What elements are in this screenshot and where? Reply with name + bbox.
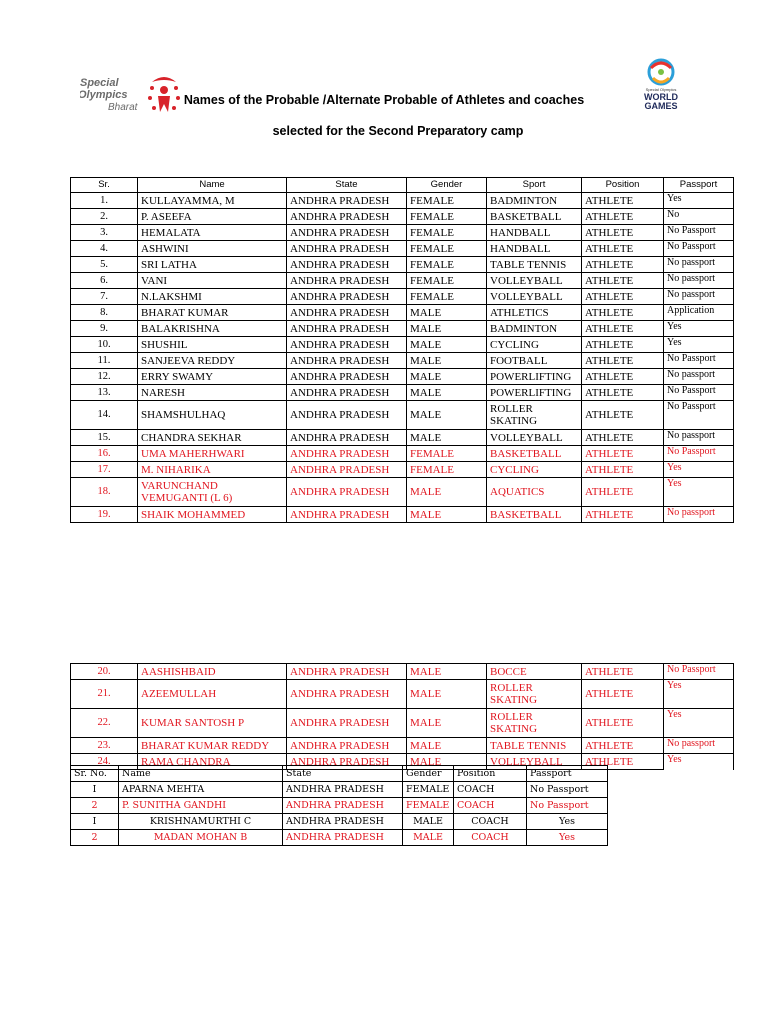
coach-col-sr: Sr. No. xyxy=(71,766,119,782)
col-header-gender: Gender xyxy=(407,178,487,193)
table-row xyxy=(71,241,734,257)
cell-passport: Yes xyxy=(664,337,734,353)
cell-gender: MALE xyxy=(407,353,487,369)
table-row xyxy=(71,680,734,709)
cell-position: ATHLETE xyxy=(582,273,664,289)
cell-state: ANDHRA PRADESH xyxy=(287,385,407,401)
coach-cell-sr: I xyxy=(71,814,119,830)
coach-cell-position: COACH xyxy=(454,814,527,830)
cell-gender: MALE xyxy=(407,430,487,446)
cell-state: ANDHRA PRADESH xyxy=(287,754,407,770)
cell-state: ANDHRA PRADESH xyxy=(287,446,407,462)
cell-passport: No passport xyxy=(664,507,734,523)
cell-position: ATHLETE xyxy=(582,680,664,709)
document-title: Names of the Probable /Alternate Probable of Athletes and coaches xyxy=(183,93,585,107)
table-row xyxy=(71,193,734,209)
coach-header-row xyxy=(71,766,608,782)
cell-name: VARUNCHAND VEMUGANTI (L 6) xyxy=(138,478,287,507)
cell-passport: No Passport xyxy=(664,241,734,257)
cell-gender: MALE xyxy=(407,754,487,770)
cell-sr: 22. xyxy=(71,709,138,738)
cell-name: SHAIK MOHAMMED xyxy=(138,507,287,523)
cell-position: ATHLETE xyxy=(582,478,664,507)
cell-sr: 19. xyxy=(71,507,138,523)
table-row xyxy=(71,257,734,273)
logo-text-so: Special Olympics xyxy=(645,87,677,92)
cell-position: ATHLETE xyxy=(582,462,664,478)
logo-text-special: Special xyxy=(80,77,119,89)
table-header-row xyxy=(71,178,734,193)
coach-cell-state: ANDHRA PRADESH xyxy=(283,830,403,846)
cell-name: KUMAR SANTOSH P xyxy=(138,709,287,738)
cell-passport: Yes xyxy=(664,709,734,738)
table-row xyxy=(71,209,734,225)
coach-cell-passport: No Passport xyxy=(527,782,608,798)
cell-gender: FEMALE xyxy=(407,225,487,241)
cell-name: N.LAKSHMI xyxy=(138,289,287,305)
table-row xyxy=(71,321,734,337)
coach-cell-sr: 2 xyxy=(71,798,119,814)
cell-name: KULLAYAMMA, M xyxy=(138,193,287,209)
cell-name: M. NIHARIKA xyxy=(138,462,287,478)
cell-position: ATHLETE xyxy=(582,430,664,446)
cell-name: AASHISHBAID xyxy=(138,664,287,680)
cell-sport: CYCLING xyxy=(487,462,582,478)
cell-sport: VOLLEYBALL xyxy=(487,289,582,305)
table-row xyxy=(71,478,734,507)
coach-cell-sr: I xyxy=(71,782,119,798)
coach-cell-name: MADAN MOHAN B xyxy=(119,830,283,846)
cell-state: ANDHRA PRADESH xyxy=(287,305,407,321)
coach-row xyxy=(71,798,608,814)
cell-sport: HANDBALL xyxy=(487,225,582,241)
cell-state: ANDHRA PRADESH xyxy=(287,478,407,507)
cell-state: ANDHRA PRADESH xyxy=(287,401,407,430)
coach-cell-gender: FEMALE xyxy=(403,782,454,798)
cell-position: ATHLETE xyxy=(582,257,664,273)
logo-text-bharat: Bharat xyxy=(108,102,138,113)
cell-name: UMA MAHERHWARI xyxy=(138,446,287,462)
cell-sport: TABLE TENNIS xyxy=(487,257,582,273)
cell-passport: No Passport xyxy=(664,385,734,401)
cell-sr: 20. xyxy=(71,664,138,680)
cell-sport: TABLE TENNIS xyxy=(487,738,582,754)
cell-sr: 5. xyxy=(71,257,138,273)
cell-gender: FEMALE xyxy=(407,273,487,289)
cell-position: ATHLETE xyxy=(582,241,664,257)
cell-sport: HANDBALL xyxy=(487,241,582,257)
cell-position: ATHLETE xyxy=(582,321,664,337)
table-row xyxy=(71,401,734,430)
cell-state: ANDHRA PRADESH xyxy=(287,193,407,209)
cell-name: AZEEMULLAH xyxy=(138,680,287,709)
logo-text-games: GAMES xyxy=(644,101,678,111)
col-header-position: Position xyxy=(582,178,664,193)
cell-passport: Application xyxy=(664,305,734,321)
cell-position: ATHLETE xyxy=(582,193,664,209)
cell-sport: ROLLER SKATING xyxy=(487,680,582,709)
col-header-sr: Sr. xyxy=(71,178,138,193)
world-games-logo xyxy=(633,58,689,116)
cell-sr: 12. xyxy=(71,369,138,385)
table-row xyxy=(71,273,734,289)
cell-passport: No Passport xyxy=(664,446,734,462)
cell-gender: MALE xyxy=(407,369,487,385)
cell-passport: Yes xyxy=(664,193,734,209)
cell-name: CHANDRA SEKHAR xyxy=(138,430,287,446)
cell-position: ATHLETE xyxy=(582,353,664,369)
table-row xyxy=(71,462,734,478)
cell-sr: 16. xyxy=(71,446,138,462)
coach-cell-name: APARNA MEHTA xyxy=(119,782,283,798)
table-row xyxy=(71,337,734,353)
cell-passport: No passport xyxy=(664,369,734,385)
cell-sport: ROLLER SKATING xyxy=(487,709,582,738)
cell-sr: 21. xyxy=(71,680,138,709)
cell-gender: MALE xyxy=(407,385,487,401)
cell-passport: No passport xyxy=(664,738,734,754)
cell-sr: 6. xyxy=(71,273,138,289)
cell-passport: Yes xyxy=(664,462,734,478)
coach-cell-gender: MALE xyxy=(403,814,454,830)
cell-name: NARESH xyxy=(138,385,287,401)
cell-passport: Yes xyxy=(664,321,734,337)
cell-sport: AQUATICS xyxy=(487,478,582,507)
cell-gender: FEMALE xyxy=(407,446,487,462)
cell-name: HEMALATA xyxy=(138,225,287,241)
cell-state: ANDHRA PRADESH xyxy=(287,353,407,369)
cell-state: ANDHRA PRADESH xyxy=(287,680,407,709)
coaches-table xyxy=(70,765,608,846)
col-header-sport: Sport xyxy=(487,178,582,193)
cell-sport: CYCLING xyxy=(487,337,582,353)
cell-state: ANDHRA PRADESH xyxy=(287,337,407,353)
cell-sr: 9. xyxy=(71,321,138,337)
cell-gender: FEMALE xyxy=(407,241,487,257)
coach-col-position: Position xyxy=(454,766,527,782)
table-row xyxy=(71,709,734,738)
cell-passport: No Passport xyxy=(664,401,734,430)
cell-state: ANDHRA PRADESH xyxy=(287,273,407,289)
cell-position: ATHLETE xyxy=(582,369,664,385)
cell-gender: MALE xyxy=(407,321,487,337)
table-row xyxy=(71,664,734,680)
cell-gender: MALE xyxy=(407,337,487,353)
cell-gender: MALE xyxy=(407,478,487,507)
cell-sr: 15. xyxy=(71,430,138,446)
cell-passport: No Passport xyxy=(664,225,734,241)
cell-position: ATHLETE xyxy=(582,401,664,430)
cell-passport: Yes xyxy=(664,754,734,770)
cell-passport: No Passport xyxy=(664,664,734,680)
coach-cell-state: ANDHRA PRADESH xyxy=(283,798,403,814)
cell-sport: BASKETBALL xyxy=(487,209,582,225)
cell-gender: FEMALE xyxy=(407,289,487,305)
table-row xyxy=(71,353,734,369)
coach-cell-name: KRISHNAMURTHI C xyxy=(119,814,283,830)
cell-position: ATHLETE xyxy=(582,209,664,225)
table-row xyxy=(71,507,734,523)
coach-cell-position: COACH xyxy=(454,798,527,814)
cell-state: ANDHRA PRADESH xyxy=(287,369,407,385)
cell-name: RAMA CHANDRA xyxy=(138,754,287,770)
cell-position: ATHLETE xyxy=(582,664,664,680)
cell-sr: 4. xyxy=(71,241,138,257)
coach-col-gender: Gender xyxy=(403,766,454,782)
cell-state: ANDHRA PRADESH xyxy=(287,664,407,680)
table-row xyxy=(71,430,734,446)
cell-state: ANDHRA PRADESH xyxy=(287,738,407,754)
coach-cell-passport: Yes xyxy=(527,814,608,830)
cell-sport: POWERLIFTING xyxy=(487,369,582,385)
cell-passport: No passport xyxy=(664,430,734,446)
cell-position: ATHLETE xyxy=(582,738,664,754)
table-row xyxy=(71,385,734,401)
cell-sport: POWERLIFTING xyxy=(487,385,582,401)
cell-gender: MALE xyxy=(407,738,487,754)
coach-cell-gender: MALE xyxy=(403,830,454,846)
cell-sport: BASKETBALL xyxy=(487,507,582,523)
athletes-table xyxy=(70,177,734,523)
coach-col-passport: Passport xyxy=(527,766,608,782)
cell-sport: BASKETBALL xyxy=(487,446,582,462)
cell-position: ATHLETE xyxy=(582,709,664,738)
cell-sr: 1. xyxy=(71,193,138,209)
coach-cell-passport: Yes xyxy=(527,830,608,846)
cell-passport: No passport xyxy=(664,257,734,273)
cell-state: ANDHRA PRADESH xyxy=(287,209,407,225)
cell-sr: 18. xyxy=(71,478,138,507)
cell-sr: 24. xyxy=(71,754,138,770)
cell-passport: Yes xyxy=(664,680,734,709)
coach-cell-position: COACH xyxy=(454,830,527,846)
cell-sport: VOLLEYBALL xyxy=(487,273,582,289)
cell-state: ANDHRA PRADESH xyxy=(287,225,407,241)
cell-passport: No Passport xyxy=(664,353,734,369)
cell-position: ATHLETE xyxy=(582,385,664,401)
cell-name: ASHWINI xyxy=(138,241,287,257)
cell-sport: ROLLER SKATING xyxy=(487,401,582,430)
coach-cell-state: ANDHRA PRADESH xyxy=(283,782,403,798)
cell-name: ERRY SWAMY xyxy=(138,369,287,385)
cell-state: ANDHRA PRADESH xyxy=(287,289,407,305)
cell-sr: 2. xyxy=(71,209,138,225)
cell-passport: No passport xyxy=(664,289,734,305)
coach-col-name: Name xyxy=(119,766,283,782)
table-row xyxy=(71,446,734,462)
cell-sport: VOLLEYBALL xyxy=(487,754,582,770)
cell-sr: 3. xyxy=(71,225,138,241)
document-subtitle: selected for the Second Preparatory camp xyxy=(272,124,524,138)
cell-gender: FEMALE xyxy=(407,462,487,478)
cell-sport: BADMINTON xyxy=(487,193,582,209)
cell-passport: No passport xyxy=(664,273,734,289)
cell-position: ATHLETE xyxy=(582,507,664,523)
coach-cell-position: COACH xyxy=(454,782,527,798)
cell-state: ANDHRA PRADESH xyxy=(287,507,407,523)
table-row xyxy=(71,289,734,305)
cell-state: ANDHRA PRADESH xyxy=(287,321,407,337)
table-row xyxy=(71,738,734,754)
cell-state: ANDHRA PRADESH xyxy=(287,709,407,738)
cell-passport: No xyxy=(664,209,734,225)
cell-sport: BOCCE xyxy=(487,664,582,680)
cell-sport: ATHLETICS xyxy=(487,305,582,321)
coach-row xyxy=(71,830,608,846)
cell-sr: 14. xyxy=(71,401,138,430)
cell-name: SHAMSHULHAQ xyxy=(138,401,287,430)
coach-cell-gender: FEMALE xyxy=(403,798,454,814)
coach-row xyxy=(71,814,608,830)
cell-position: ATHLETE xyxy=(582,225,664,241)
coach-cell-passport: No Passport xyxy=(527,798,608,814)
cell-name: SHUSHIL xyxy=(138,337,287,353)
cell-gender: MALE xyxy=(407,709,487,738)
col-header-state: State xyxy=(287,178,407,193)
coach-cell-state: ANDHRA PRADESH xyxy=(283,814,403,830)
cell-sport: FOOTBALL xyxy=(487,353,582,369)
cell-gender: MALE xyxy=(407,664,487,680)
cell-name: SRI LATHA xyxy=(138,257,287,273)
cell-gender: MALE xyxy=(407,680,487,709)
cell-name: SANJEEVA REDDY xyxy=(138,353,287,369)
cell-position: ATHLETE xyxy=(582,754,664,770)
cell-sr: 10. xyxy=(71,337,138,353)
cell-passport: Yes xyxy=(664,478,734,507)
cell-sr: 8. xyxy=(71,305,138,321)
cell-position: ATHLETE xyxy=(582,337,664,353)
cell-name: BHARAT KUMAR REDDY xyxy=(138,738,287,754)
cell-sr: 7. xyxy=(71,289,138,305)
cell-position: ATHLETE xyxy=(582,289,664,305)
cell-state: ANDHRA PRADESH xyxy=(287,257,407,273)
cell-state: ANDHRA PRADESH xyxy=(287,241,407,257)
cell-gender: FEMALE xyxy=(407,209,487,225)
cell-sr: 17. xyxy=(71,462,138,478)
cell-sport: BADMINTON xyxy=(487,321,582,337)
coach-cell-sr: 2 xyxy=(71,830,119,846)
coach-col-state: State xyxy=(283,766,403,782)
col-header-passport: Passport xyxy=(664,178,734,193)
cell-sr: 11. xyxy=(71,353,138,369)
table-row xyxy=(71,369,734,385)
table-row xyxy=(71,305,734,321)
cell-position: ATHLETE xyxy=(582,305,664,321)
cell-gender: MALE xyxy=(407,305,487,321)
cell-name: BALAKRISHNA xyxy=(138,321,287,337)
coach-cell-name: P. SUNITHA GANDHI xyxy=(119,798,283,814)
coach-row xyxy=(71,782,608,798)
cell-gender: MALE xyxy=(407,401,487,430)
logo-text-world: WORLD xyxy=(644,92,678,102)
cell-state: ANDHRA PRADESH xyxy=(287,430,407,446)
cell-sr: 23. xyxy=(71,738,138,754)
cell-name: VANI xyxy=(138,273,287,289)
cell-gender: MALE xyxy=(407,507,487,523)
cell-sr: 13. xyxy=(71,385,138,401)
cell-gender: FEMALE xyxy=(407,257,487,273)
cell-position: ATHLETE xyxy=(582,446,664,462)
cell-name: P. ASEEFA xyxy=(138,209,287,225)
athletes-table-continued xyxy=(70,663,734,770)
table-row xyxy=(71,225,734,241)
cell-gender: FEMALE xyxy=(407,193,487,209)
logo-text-olympics: Olympics xyxy=(80,89,128,101)
cell-sport: VOLLEYBALL xyxy=(487,430,582,446)
col-header-name: Name xyxy=(138,178,287,193)
cell-state: ANDHRA PRADESH xyxy=(287,462,407,478)
cell-name: BHARAT KUMAR xyxy=(138,305,287,321)
